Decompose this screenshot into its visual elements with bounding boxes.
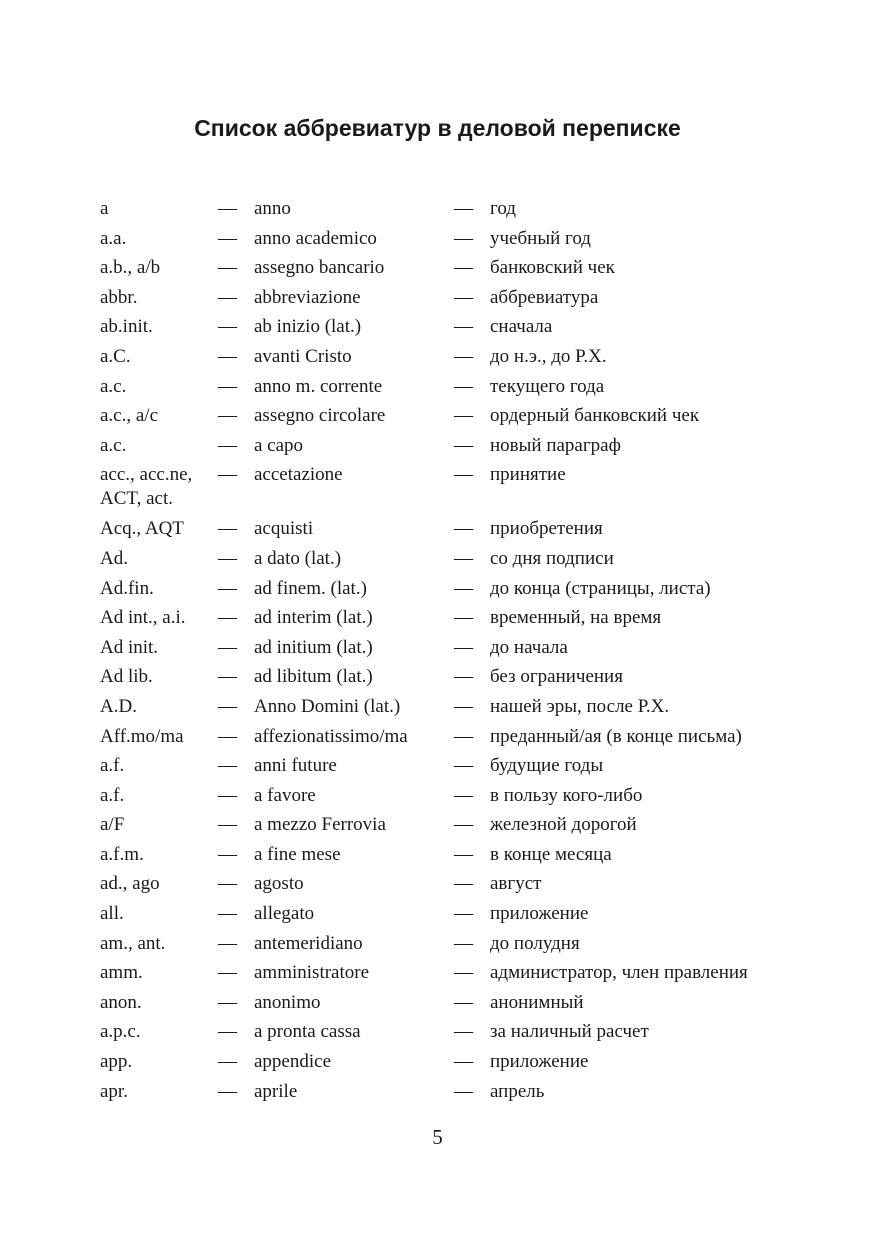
russian-translation: до конца (страницы, листа) — [490, 577, 711, 599]
dash-separator: — — [454, 434, 473, 456]
russian-translation: новый параграф — [490, 434, 621, 456]
abbreviation-row — [100, 544, 800, 574]
abbreviation-text: a.f. — [100, 784, 125, 806]
abbreviation-row — [100, 751, 800, 781]
dash-separator: — — [218, 1080, 237, 1102]
abbreviation — [100, 312, 218, 342]
russian-translation: сначала — [490, 316, 553, 338]
dash-separator: — — [218, 695, 237, 717]
abbreviation-row — [100, 460, 800, 514]
abbreviation — [100, 372, 218, 402]
italian-term: ad initium (lat.) — [254, 636, 373, 658]
russian-translation: принятие — [490, 464, 566, 486]
russian-translation: приложение — [490, 903, 589, 925]
dash-separator: — — [218, 405, 237, 427]
abbreviation-text: Ad int., a.i. — [100, 607, 186, 629]
abbreviation-row — [100, 722, 800, 752]
dash-separator: — — [454, 873, 473, 895]
dash-separator: — — [454, 636, 473, 658]
abbreviation-list — [100, 194, 800, 1106]
dash-separator: — — [454, 375, 473, 397]
abbreviation-row — [100, 988, 800, 1018]
italian-term: allegato — [254, 903, 315, 925]
dash-separator: — — [218, 636, 237, 658]
dash-separator: — — [454, 464, 473, 486]
dash-separator: — — [218, 286, 237, 308]
italian-term: a fine mese — [254, 843, 341, 865]
abbreviation — [100, 544, 218, 574]
dash-separator: — — [454, 991, 473, 1013]
abbreviation-row — [100, 899, 800, 929]
russian-translation: нашей эры, после Р.Х. — [490, 695, 670, 717]
italian-term: ad finem. (lat.) — [254, 577, 367, 599]
abbreviation-text: a.c. — [100, 375, 127, 397]
dash-separator: — — [218, 1051, 237, 1073]
italian-term: anni future — [254, 755, 337, 777]
abbreviation-text: Ad.fin. — [100, 577, 154, 599]
dash-separator: — — [218, 666, 237, 688]
dash-separator: — — [454, 932, 473, 954]
dash-separator: — — [218, 375, 237, 397]
abbreviation-text: a.b., a/b — [100, 257, 161, 279]
abbreviation — [100, 283, 218, 313]
italian-term: ab inizio (lat.) — [254, 316, 362, 338]
dash-separator: — — [218, 464, 237, 486]
russian-translation: приобретения — [490, 518, 603, 540]
abbreviation — [100, 722, 218, 752]
dash-separator: — — [454, 814, 473, 836]
abbreviation-text: A.D. — [100, 695, 137, 717]
dash-separator: — — [218, 434, 237, 456]
russian-translation: будущие годы — [490, 755, 604, 777]
abbreviation — [100, 869, 218, 899]
dash-separator: — — [218, 991, 237, 1013]
italian-term: acquisti — [254, 518, 314, 540]
italian-term: assegno bancario — [254, 257, 385, 279]
dash-separator: — — [218, 873, 237, 895]
russian-translation: преданный/ая (в конце письма) — [490, 725, 742, 747]
abbreviation-text: am., ant. — [100, 932, 166, 954]
italian-term: a capo — [254, 434, 304, 456]
dash-separator: — — [454, 198, 473, 219]
abbreviation-text: a — [100, 198, 109, 219]
dash-separator: — — [218, 903, 237, 925]
russian-translation: в конце месяца — [490, 843, 612, 865]
russian-translation: анонимный — [490, 991, 584, 1013]
abbreviation — [100, 781, 218, 811]
russian-translation: ордерный банковский чек — [490, 405, 700, 427]
abbreviation — [100, 840, 218, 870]
abbreviation — [100, 194, 218, 224]
russian-translation: август — [490, 873, 542, 895]
abbreviation-row — [100, 633, 800, 663]
dash-separator: — — [454, 547, 473, 569]
abbreviation-row — [100, 692, 800, 722]
italian-term: aprile — [254, 1080, 298, 1102]
italian-term: Anno Domini (lat.) — [254, 695, 401, 717]
abbreviation — [100, 574, 218, 604]
abbreviation-row — [100, 253, 800, 283]
russian-translation: год — [490, 198, 516, 219]
dash-separator: — — [454, 1021, 473, 1043]
page-number: 5 — [432, 1125, 443, 1149]
dash-separator: — — [454, 1080, 473, 1102]
abbreviation-row — [100, 372, 800, 402]
abbreviation — [100, 1017, 218, 1047]
russian-translation: банковский чек — [490, 257, 615, 279]
dash-separator: — — [218, 932, 237, 954]
abbreviation-row — [100, 603, 800, 633]
abbreviation-row — [100, 1017, 800, 1047]
abbreviation-row — [100, 514, 800, 544]
russian-translation: до начала — [490, 636, 568, 658]
italian-term: anno — [254, 198, 291, 219]
italian-term: affezionatissimo/ma — [254, 725, 408, 747]
dash-separator: — — [218, 607, 237, 629]
dash-separator: — — [454, 577, 473, 599]
abbreviation-text: a/F — [100, 814, 125, 836]
abbreviation-row — [100, 781, 800, 811]
italian-term: agosto — [254, 873, 304, 895]
russian-translation: в пользу кого-либо — [490, 784, 643, 806]
abbreviation-row — [100, 840, 800, 870]
dash-separator: — — [454, 405, 473, 427]
italian-term: appendice — [254, 1051, 332, 1073]
abbreviation-row — [100, 869, 800, 899]
abbreviation — [100, 988, 218, 1018]
abbreviation — [100, 899, 218, 929]
abbreviation — [100, 1047, 218, 1077]
abbreviation-text-line2: ACT, act. — [100, 488, 173, 510]
abbreviation — [100, 514, 218, 544]
dash-separator: — — [218, 843, 237, 865]
russian-translation: до н.э., до Р.Х. — [490, 345, 607, 367]
russian-translation: временный, на время — [490, 607, 662, 629]
abbreviation-text: app. — [100, 1051, 133, 1073]
dash-separator: — — [218, 345, 237, 367]
russian-translation: без ограничения — [490, 666, 623, 688]
russian-translation: администратор, член правления — [490, 962, 748, 984]
dash-separator: — — [454, 607, 473, 629]
abbreviation — [100, 929, 218, 959]
italian-term: accetazione — [254, 464, 343, 486]
abbreviation-row — [100, 283, 800, 313]
dash-separator: — — [454, 1051, 473, 1073]
italian-term: abbreviazione — [254, 286, 361, 308]
abbreviation-text: abbr. — [100, 286, 138, 308]
abbreviation-text: acc., acc.ne, — [100, 464, 193, 486]
dash-separator: — — [454, 345, 473, 367]
abbreviation-text: a.f. — [100, 755, 125, 777]
abbreviation-text: a.c., a/c — [100, 405, 159, 427]
dash-separator: — — [218, 725, 237, 747]
dash-separator: — — [454, 843, 473, 865]
dash-separator: — — [454, 666, 473, 688]
italian-term: anonimo — [254, 991, 321, 1013]
dash-separator: — — [454, 784, 473, 806]
russian-translation: учебный год — [490, 227, 591, 249]
abbreviation-text: amm. — [100, 962, 143, 984]
dash-separator: — — [218, 755, 237, 777]
dash-separator: — — [454, 725, 473, 747]
dash-separator: — — [218, 198, 237, 219]
dash-separator: — — [218, 547, 237, 569]
italian-term: avanti Cristo — [254, 345, 352, 367]
abbreviation — [100, 463, 218, 511]
abbreviation-row — [100, 401, 800, 431]
abbreviation-text: a.a. — [100, 227, 127, 249]
abbreviation-text: a.f.m. — [100, 843, 144, 865]
dash-separator: — — [218, 962, 237, 984]
abbreviation — [100, 751, 218, 781]
abbreviation-row — [100, 194, 800, 224]
dash-separator: — — [218, 1021, 237, 1043]
abbreviation-row — [100, 810, 800, 840]
russian-translation: приложение — [490, 1051, 589, 1073]
abbreviation-text: a.C. — [100, 345, 131, 367]
dash-separator: — — [454, 316, 473, 338]
abbreviation — [100, 253, 218, 283]
abbreviation — [100, 1077, 218, 1107]
abbreviation-text: Ad lib. — [100, 666, 153, 688]
russian-translation: аббревиатура — [490, 286, 599, 308]
dash-separator: — — [218, 227, 237, 249]
abbreviation-text: Acq., AQT — [100, 518, 184, 540]
italian-term: ad libitum (lat.) — [254, 666, 373, 688]
abbreviation-text: ab.init. — [100, 316, 153, 338]
abbreviation-text: Ad. — [100, 547, 128, 569]
abbreviation — [100, 342, 218, 372]
dash-separator: — — [454, 903, 473, 925]
abbreviation-row — [100, 574, 800, 604]
dash-separator: — — [218, 316, 237, 338]
abbreviation-row — [100, 312, 800, 342]
dash-separator: — — [454, 755, 473, 777]
abbreviation — [100, 958, 218, 988]
russian-translation: текущего года — [490, 375, 605, 397]
dash-separator: — — [218, 518, 237, 540]
abbreviation-text: ad., ago — [100, 873, 160, 895]
abbreviation — [100, 810, 218, 840]
abbreviation — [100, 603, 218, 633]
abbreviation — [100, 431, 218, 461]
abbreviation-text: Ad init. — [100, 636, 159, 658]
italian-term: a mezzo Ferrovia — [254, 814, 386, 836]
italian-term: a pronta cassa — [254, 1021, 361, 1043]
abbreviation-row — [100, 929, 800, 959]
abbreviation-row — [100, 1047, 800, 1077]
italian-term: a dato (lat.) — [254, 547, 342, 569]
abbreviation — [100, 224, 218, 254]
abbreviation-row — [100, 431, 800, 461]
page-title: Список аббревиатур в деловой переписке — [194, 115, 681, 141]
abbreviation-row — [100, 662, 800, 692]
dash-separator: — — [454, 518, 473, 540]
abbreviation-row — [100, 1077, 800, 1107]
dash-separator: — — [218, 814, 237, 836]
abbreviation-row — [100, 958, 800, 988]
abbreviation-row — [100, 342, 800, 372]
italian-term: amministratore — [254, 962, 370, 984]
dash-separator: — — [454, 695, 473, 717]
dash-separator: — — [454, 286, 473, 308]
abbreviation-row — [100, 224, 800, 254]
dash-separator: — — [218, 257, 237, 279]
dash-separator: — — [454, 227, 473, 249]
russian-translation: за наличный расчет — [490, 1021, 649, 1043]
russian-translation: железной дорогой — [490, 814, 637, 836]
abbreviation — [100, 662, 218, 692]
abbreviation — [100, 633, 218, 663]
abbreviation-text: all. — [100, 903, 124, 925]
italian-term: assegno circolare — [254, 405, 386, 427]
dash-separator: — — [454, 962, 473, 984]
abbreviation-text: apr. — [100, 1080, 128, 1102]
abbreviation — [100, 692, 218, 722]
abbreviation — [100, 401, 218, 431]
dash-separator: — — [218, 577, 237, 599]
russian-translation: апрель — [490, 1080, 545, 1102]
abbreviation-text: Aff.mo/ma — [100, 725, 184, 747]
dash-separator: — — [218, 784, 237, 806]
italian-term: a favore — [254, 784, 316, 806]
russian-translation: со дня подписи — [490, 547, 614, 569]
abbreviation-text: a.c. — [100, 434, 127, 456]
abbreviation-text: anon. — [100, 991, 142, 1013]
italian-term: anno academico — [254, 227, 377, 249]
italian-term: antemeridiano — [254, 932, 363, 954]
italian-term: ad interim (lat.) — [254, 607, 373, 629]
italian-term: anno m. corrente — [254, 375, 383, 397]
dash-separator: — — [454, 257, 473, 279]
russian-translation: до полудня — [490, 932, 580, 954]
abbreviation-text: a.p.c. — [100, 1021, 141, 1043]
